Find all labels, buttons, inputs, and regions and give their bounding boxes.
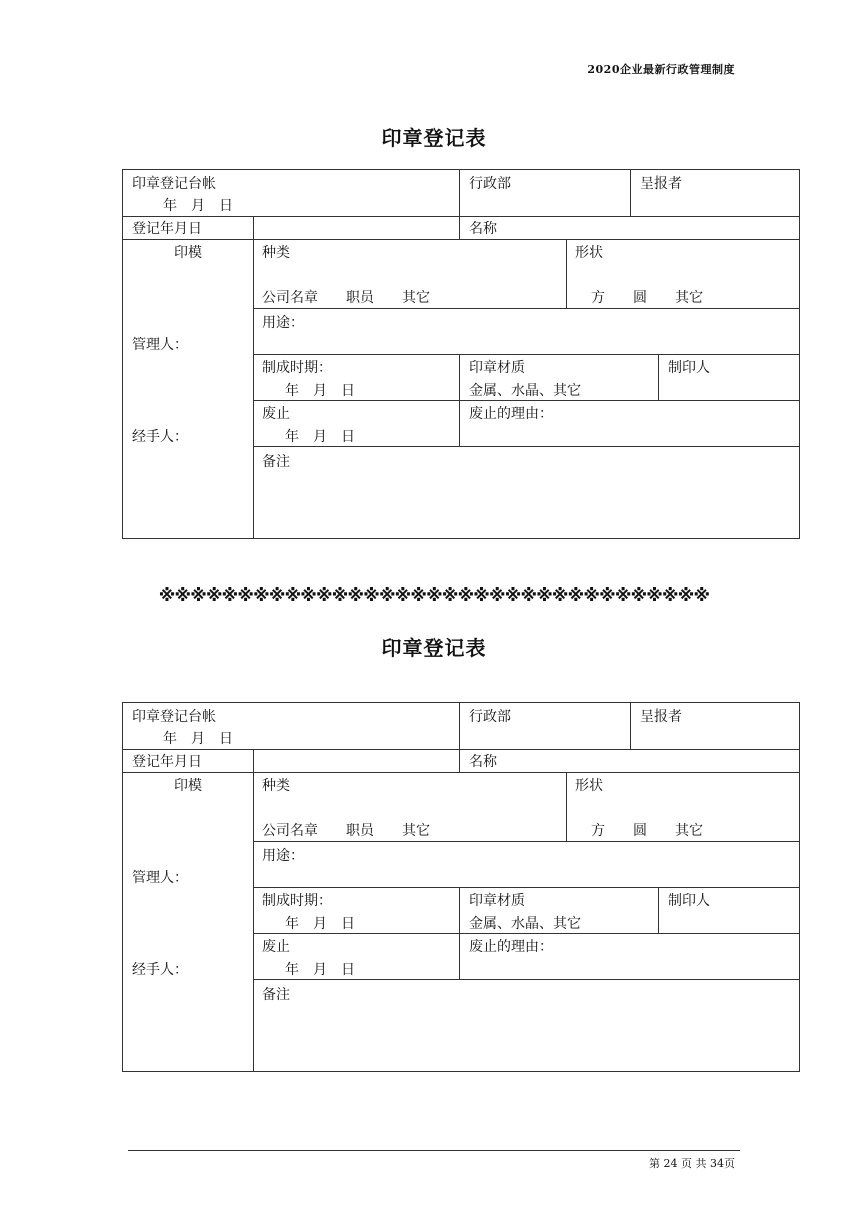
reg-date-label: 登记年月日: [132, 221, 202, 237]
seal-registration-form: [122, 702, 800, 1072]
separator-line: ※※※※※※※※※※※※※※※※※※※※※※※※※※※※※※※※※※※: [158, 586, 710, 606]
abolish-label: 废止: [262, 939, 290, 955]
manager-label: 管理人：: [132, 337, 188, 353]
material-label: 印章材质: [469, 360, 525, 376]
shape-options[interactable]: 方 圆 其它: [591, 290, 703, 306]
material-options[interactable]: 金属、水晶、其它: [469, 383, 581, 399]
abolish-label: 废止: [262, 406, 290, 422]
engraver-label: 制印人: [668, 360, 710, 376]
handler-label: 经手人：: [132, 429, 188, 445]
type-options[interactable]: 公司名章 职员 其它: [262, 290, 430, 306]
form-title: 印章登记表: [381, 126, 487, 150]
type-label: 种类: [262, 778, 290, 794]
ledger-label: 印章登记台帐: [132, 176, 216, 192]
ledger-date-field[interactable]: 年 月 日: [163, 198, 233, 214]
abolish-reason-label: 废止的理由：: [469, 939, 553, 955]
reporter-label: 呈报者: [640, 176, 682, 192]
material-label: 印章材质: [469, 893, 525, 909]
handler-label: 经手人：: [132, 962, 188, 978]
type-options[interactable]: 公司名章 职员 其它: [262, 823, 430, 839]
form-title: 印章登记表: [381, 636, 487, 660]
made-date-label: 制成时期：: [262, 360, 332, 376]
page-header: 2020企业最新行政管理制度: [587, 63, 735, 76]
name-label: 名称: [469, 754, 497, 770]
shape-options[interactable]: 方 圆 其它: [591, 823, 703, 839]
made-date-label: 制成时期：: [262, 893, 332, 909]
seal-mold-label: 印模: [174, 778, 202, 794]
usage-label: 用途：: [262, 315, 304, 331]
abolish-date-field[interactable]: 年 月 日: [285, 962, 355, 978]
reporter-label: 呈报者: [640, 709, 682, 725]
reg-date-label: 登记年月日: [132, 754, 202, 770]
ledger-date-field[interactable]: 年 月 日: [163, 731, 233, 747]
ledger-label: 印章登记台帐: [132, 709, 216, 725]
material-options[interactable]: 金属、水晶、其它: [469, 916, 581, 932]
manager-label: 管理人：: [132, 870, 188, 886]
made-date-field[interactable]: 年 月 日: [285, 383, 355, 399]
seal-mold-label: 印模: [174, 245, 202, 261]
name-label: 名称: [469, 221, 497, 237]
engraver-label: 制印人: [668, 893, 710, 909]
remarks-label: 备注: [262, 987, 290, 1003]
type-label: 种类: [262, 245, 290, 261]
shape-label: 形状: [575, 778, 603, 794]
admin-dept-label: 行政部: [469, 176, 511, 192]
usage-label: 用途：: [262, 848, 304, 864]
page-number: 第 24 页 共 34页: [649, 1157, 735, 1170]
abolish-date-field[interactable]: 年 月 日: [285, 429, 355, 445]
made-date-field[interactable]: 年 月 日: [285, 916, 355, 932]
admin-dept-label: 行政部: [469, 709, 511, 725]
footer-divider: [128, 1150, 740, 1151]
remarks-label: 备注: [262, 454, 290, 470]
shape-label: 形状: [575, 245, 603, 261]
abolish-reason-label: 废止的理由：: [469, 406, 553, 422]
seal-registration-form: [122, 169, 800, 539]
